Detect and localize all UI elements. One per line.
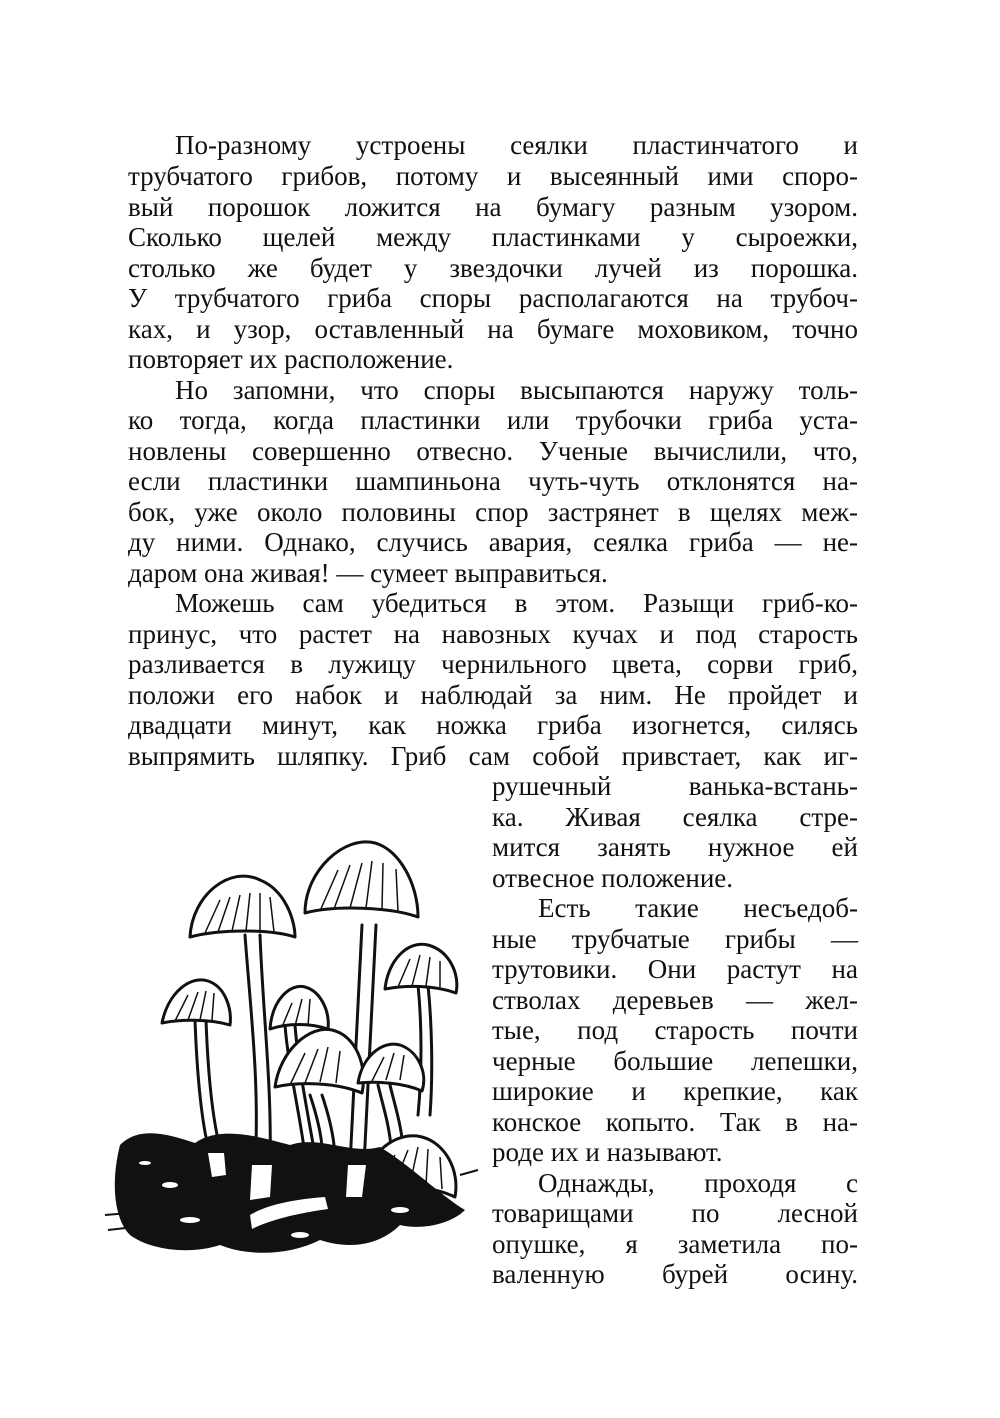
text-line: черные большие лепешки, (492, 1046, 858, 1076)
text-line: бок, уже около половины спор застрянет в щелях меж- (128, 497, 858, 527)
text-line: валенную бурей осину. (492, 1259, 858, 1289)
text-line: ках, и узор, оставленный на бумаге моховиком, точно (128, 314, 858, 344)
text-line: трубчатого грибов, потому и высеянный ими споро- (128, 161, 858, 191)
text-line: ду ними. Однако, случись авария, сеялка гриба — не- (128, 527, 858, 557)
text-line: опушке, я заметила по- (492, 1229, 858, 1259)
text-line: разливается в лужицу чернильного цвета, сорви гриб, (128, 649, 858, 679)
mushrooms-illustration (100, 825, 485, 1265)
text-line: отвесное положение. (492, 863, 733, 893)
text-line: рушечный ванька-встань- (492, 771, 858, 801)
text-line: ка. Живая сеялка стре- (492, 802, 858, 832)
text-line: конское копыто. Так в на- (492, 1107, 858, 1137)
text-line: принус, что растет на навозных кучах и под старость (128, 619, 858, 649)
text-line: мится занять нужное ей (492, 832, 858, 862)
text-line: стволах деревьев — жел- (492, 985, 858, 1015)
text-line: Однажды, проходя с (538, 1168, 858, 1198)
text-line: повторяет их расположение. (128, 344, 454, 374)
text-line: По-разному устроены сеялки пластинчатого и (175, 130, 858, 160)
text-line: трутовики. Они растут на (492, 954, 858, 984)
text-line: Но запомни, что споры высыпаются наружу толь- (175, 375, 858, 405)
text-line: Можешь сам убедиться в этом. Разыщи гриб-ко- (175, 588, 858, 618)
text-line: тые, под старость почти (492, 1015, 858, 1045)
text-line: роде их и называют. (492, 1137, 723, 1167)
text-line: Есть такие несъедоб- (538, 893, 858, 923)
text-line: выпрямить шляпку. Гриб сам собой привстает, как иг- (128, 741, 858, 771)
text-line: вый порошок ложится на бумагу разным узором. (128, 192, 858, 222)
text-line: ко тогда, когда пластинки или трубочки гриба уста- (128, 405, 858, 435)
text-line: ные трубчатые грибы — (492, 924, 858, 954)
text-line: столько же будет у звездочки лучей из порошка. (128, 253, 858, 283)
text-line: товарищами по лесной (492, 1198, 858, 1228)
text-line: Сколько щелей между пластинками у сыроежки, (128, 222, 858, 252)
text-line: даром она живая! — сумеет выправиться. (128, 558, 608, 588)
text-line: положи его набок и наблюдай за ним. Не пройдет и (128, 680, 858, 710)
text-line: двадцати минут, как ножка гриба изогнется, силясь (128, 710, 858, 740)
text-line: новлены совершенно отвесно. Ученые вычислили, что, (128, 436, 858, 466)
text-line: широкие и крепкие, как (492, 1076, 858, 1106)
text-line: У трубчатого гриба споры располагаются на трубоч- (128, 283, 858, 313)
text-line: если пластинки шампиньона чуть-чуть отклонятся на- (128, 466, 858, 496)
